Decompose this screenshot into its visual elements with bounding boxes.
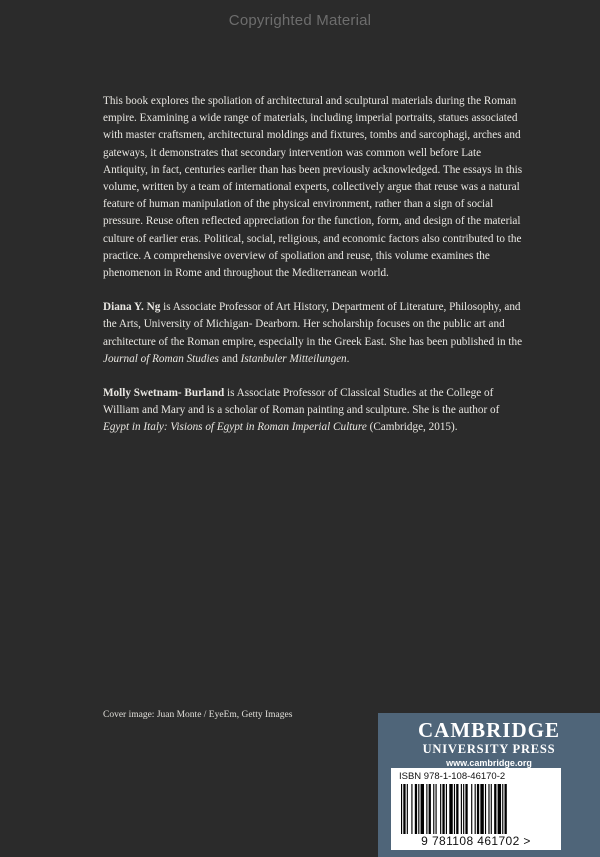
barcode-bar xyxy=(502,784,503,834)
publisher-press: UNIVERSITY PRESS xyxy=(422,742,556,756)
barcode-bar xyxy=(403,784,405,834)
barcode-bar xyxy=(488,784,489,834)
barcode-box xyxy=(391,768,561,850)
barcode-bar xyxy=(401,784,402,834)
barcode-bar xyxy=(475,784,476,834)
publisher-name: CAMBRIDGE xyxy=(417,718,560,742)
barcode-bar xyxy=(456,784,458,834)
barcode-bar xyxy=(418,784,419,834)
barcode-bar xyxy=(442,784,444,834)
author-name: Molly Swetnam- Burland xyxy=(103,387,225,400)
barcode-bar xyxy=(463,784,464,834)
author-name: Diana Y. Ng xyxy=(103,301,161,314)
barcode-bar xyxy=(415,784,417,834)
bio-text: . xyxy=(346,352,350,365)
bio-text: and xyxy=(218,352,241,365)
barcode-bar xyxy=(433,784,434,834)
barcode-bar xyxy=(494,784,496,834)
barcode-bar xyxy=(411,784,412,834)
book-title: Egypt in Italy: Visions of Egypt in Roman Imperial Culture xyxy=(103,421,367,434)
barcode-bar xyxy=(465,784,467,834)
barcode-bar xyxy=(498,784,501,834)
barcode-bar xyxy=(471,784,472,834)
watermark: Copyrighted Material xyxy=(228,12,372,29)
barcode-bar xyxy=(426,784,427,834)
barcode-bar xyxy=(485,784,486,834)
barcode-bar xyxy=(407,784,408,834)
isbn-label: ISBN 978-1-108-46170-2 xyxy=(399,771,506,782)
publisher-url: www.cambridge.org xyxy=(446,758,532,768)
cover-image-credit: Cover image: Juan Monte / EyeEm, Getty Images xyxy=(103,710,293,720)
barcode-bar xyxy=(461,784,462,834)
bio-text: is Associate Professor of Art History, Department of Literature, Philosophy, and the Arts, University of Michigan- Dearborn. Her scholarship focuses on the public art and architecture of the Roman empire, especially in the Greek East. She has been published in the xyxy=(103,301,523,348)
barcode-image xyxy=(399,784,553,834)
barcode-bar xyxy=(446,784,447,834)
back-cover-text xyxy=(103,93,523,454)
barcode-bar xyxy=(449,784,452,834)
barcode-bar xyxy=(480,784,483,834)
barcode-digits: 9 781108 461702 > xyxy=(421,834,531,848)
barcode-bar xyxy=(477,784,479,834)
barcode-bar xyxy=(429,784,431,834)
barcode-bar xyxy=(440,784,441,834)
bio-text: (Cambridge, 2015). xyxy=(366,421,458,434)
barcode-bar xyxy=(454,784,455,834)
barcode-bar xyxy=(436,784,437,834)
barcode-bar xyxy=(491,784,492,834)
journal-title: Journal of Roman Studies xyxy=(103,352,219,365)
book-description: This book explores the spoliation of architectural and sculptural materials during the Roman empire. Examining a wide range of materials, including imperial portraits, statues associated with master craftsmen, architectural moldings and fixtures, tombs and sarcophagi, arches and gateways, it demonstrates that secondary intervention was common well before Late Antiquity, in fact, centuries earlier than has been previously acknowledged. The essays in this volume, written by a team of international experts, collectively argue that reuse was a natural feature of human manipulation of the physical environment, rather than a sign of social pressure. Reuse often reflected appreciation for the function, form, and design of the material culture of earlier eras. Political, social, religious, and economic factors also contributed to the practice. A comprehensive overview of spoliation and reuse, this volume examines the phenomenon in Rome and throughout the Mediterranean world. xyxy=(103,95,523,280)
journal-title: Istanbuler Mitteilungen xyxy=(240,352,347,365)
barcode-bar xyxy=(505,784,507,834)
author-bio-swetnam-burland xyxy=(103,385,523,437)
barcode-bar xyxy=(421,784,424,834)
bio-text: is Associate Professor of Classical Studies at the College of William and Mary and is a scholar of Roman painting and sculpture. She is the author of xyxy=(103,387,500,417)
author-bio-ng xyxy=(103,299,523,368)
